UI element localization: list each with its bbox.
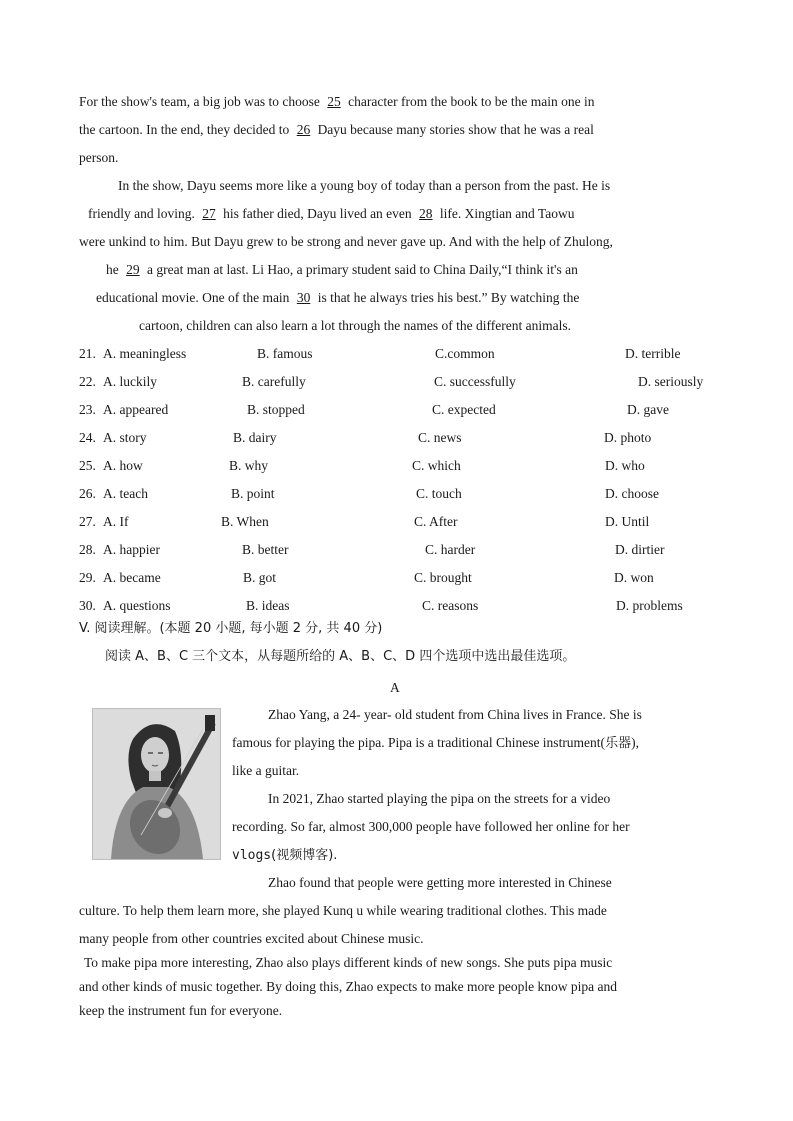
blank-30: 30 — [296, 290, 311, 305]
text: is that he always tries his best.” By watching the — [314, 290, 580, 305]
question-21 — [79, 345, 719, 363]
option-a[interactable]: A. meaningless — [103, 346, 187, 361]
blank-29: 29 — [126, 262, 140, 277]
text: character from the book to be the main one in — [344, 94, 595, 109]
question-number: 29. — [79, 570, 96, 585]
text: a great man at last. Li Hao, a primary student said to China Daily,“I think it's an — [143, 262, 578, 277]
option-c[interactable]: C. After — [414, 514, 458, 529]
text: For the show's team, a big job was to choose — [79, 94, 324, 109]
blank-28: 28 — [419, 206, 433, 221]
passage-a-line-11: and other kinds of music together. By doing this, Zhao expects to make more people know pipa and — [79, 979, 618, 994]
question-22 — [79, 373, 719, 391]
question-number: 24. — [79, 430, 96, 445]
pipa-player-photo — [92, 708, 221, 860]
blank-27: 27 — [202, 206, 216, 221]
cloze-line-3: person. — [79, 150, 119, 165]
passage-a-line-4: In 2021, Zhao started playing the pipa on the streets for a video — [268, 791, 611, 806]
option-a[interactable]: A. story — [103, 430, 147, 445]
cloze-line-8 — [96, 289, 736, 307]
cloze-line-4: In the show, Dayu seems more like a young boy of today than a person from the past. He is — [118, 178, 611, 193]
question-number: 27. — [79, 514, 96, 529]
cloze-line-6: were unkind to him. But Dayu grew to be strong and never gave up. And with the help of Zhulong, — [79, 234, 613, 249]
question-number: 26. — [79, 486, 96, 501]
question-24 — [79, 429, 719, 447]
option-a[interactable]: A. happier — [103, 542, 160, 557]
option-d[interactable]: D. choose — [605, 486, 659, 501]
text: his father died, Dayu lived an even — [219, 206, 416, 221]
option-d[interactable]: D. terrible — [625, 346, 681, 361]
option-d[interactable]: D. Until — [605, 514, 650, 529]
text: famous for playing the pipa. Pipa is a traditional Chinese instrument( — [232, 735, 606, 750]
passage-a-line-2 — [232, 734, 718, 753]
option-c[interactable]: C. harder — [425, 542, 476, 557]
option-b[interactable]: B. why — [229, 458, 269, 473]
question-number: 21. — [79, 346, 96, 361]
option-b[interactable]: B. famous — [257, 346, 313, 361]
option-b[interactable]: B. When — [221, 514, 269, 529]
text: the cartoon. In the end, they decided to — [79, 122, 293, 137]
passage-a-line-6 — [232, 846, 718, 865]
option-a[interactable]: A. appeared — [103, 402, 169, 417]
option-d[interactable]: D. seriously — [638, 374, 704, 389]
cloze-line-9: cartoon, children can also learn a lot through the names of the different animals. — [139, 318, 571, 333]
option-c[interactable]: C. which — [412, 458, 461, 473]
passage-a-line-3: like a guitar. — [232, 763, 300, 778]
text: he — [106, 262, 123, 277]
option-d[interactable]: D. gave — [627, 402, 669, 417]
option-b[interactable]: B. got — [243, 570, 277, 585]
question-number: 22. — [79, 374, 96, 389]
option-a[interactable]: A. If — [103, 514, 129, 529]
text: life. Xingtian and Taowu — [436, 206, 575, 221]
chinese-gloss: 乐器 — [605, 736, 632, 751]
option-b[interactable]: B. ideas — [246, 598, 290, 613]
question-30 — [79, 597, 719, 615]
option-b[interactable]: B. carefully — [242, 374, 306, 389]
passage-a-line-8: culture. To help them learn more, she played Kunq u while wearing traditional clothes. This made — [79, 903, 607, 918]
option-d[interactable]: D. problems — [616, 598, 683, 613]
option-c[interactable]: C. reasons — [422, 598, 479, 613]
passage-a-line-10: To make pipa more interesting, Zhao also plays different kinds of new songs. She puts pipa music — [84, 955, 613, 970]
pipa-player-illustration — [93, 709, 220, 859]
section-heading: V. 阅读理解。(本题 20 小题, 每小题 2 分, 共 40 分) — [79, 621, 383, 636]
question-29 — [79, 569, 719, 587]
text: Dayu because many stories show that he was a real — [314, 122, 594, 137]
chinese-gloss: (视频博客). — [271, 848, 338, 863]
question-number: 28. — [79, 542, 96, 557]
option-b[interactable]: B. point — [231, 486, 275, 501]
cloze-line-1 — [79, 93, 719, 111]
passage-a-line-12: keep the instrument fun for everyone. — [79, 1003, 283, 1018]
option-d[interactable]: D. dirtier — [615, 542, 665, 557]
section-instruction: 阅读 A、B、C 三个文本，从每题所给的 A、B、C、D 四个选项中选出最佳选项。 — [105, 649, 576, 664]
option-c[interactable]: C. news — [418, 430, 462, 445]
option-c[interactable]: C. successfully — [434, 374, 516, 389]
question-26 — [79, 485, 719, 503]
option-a[interactable]: A. teach — [103, 486, 148, 501]
option-c[interactable]: C.common — [435, 346, 495, 361]
option-b[interactable]: B. better — [242, 542, 289, 557]
option-d[interactable]: D. won — [614, 570, 654, 585]
passage-a-line-7: Zhao found that people were getting more interested in Chinese — [268, 875, 612, 890]
option-c[interactable]: C. expected — [432, 402, 496, 417]
blank-26: 26 — [296, 122, 311, 137]
text: ), — [631, 735, 639, 750]
option-a[interactable]: A. luckily — [103, 374, 157, 389]
cloze-line-2 — [79, 121, 719, 139]
passage-a-line-9: many people from other countries excited about Chinese music. — [79, 931, 424, 946]
option-c[interactable]: C. brought — [414, 570, 472, 585]
option-c[interactable]: C. touch — [416, 486, 462, 501]
passage-label: A — [390, 680, 400, 695]
question-27 — [79, 513, 719, 531]
option-d[interactable]: D. who — [605, 458, 645, 473]
text: educational movie. One of the main — [96, 290, 293, 305]
cloze-line-5 — [88, 205, 728, 223]
text: friendly and loving. — [88, 206, 199, 221]
passage-a-line-1: Zhao Yang, a 24- year- old student from China lives in France. She is — [268, 707, 642, 722]
cloze-line-7 — [106, 261, 746, 279]
question-number: 23. — [79, 402, 96, 417]
question-25 — [79, 457, 719, 475]
question-number: 30. — [79, 598, 96, 613]
option-d[interactable]: D. photo — [604, 430, 652, 445]
question-23 — [79, 401, 719, 419]
text: vlogs — [232, 848, 272, 863]
question-28 — [79, 541, 719, 559]
option-b[interactable]: B. stopped — [247, 402, 305, 417]
blank-25: 25 — [327, 94, 341, 109]
option-a[interactable]: A. became — [103, 570, 161, 585]
option-b[interactable]: B. dairy — [233, 430, 277, 445]
option-a[interactable]: A. how — [103, 458, 143, 473]
option-a[interactable]: A. questions — [103, 598, 171, 613]
passage-a-line-5: recording. So far, almost 300,000 people have followed her online for her — [232, 819, 630, 834]
question-number: 25. — [79, 458, 96, 473]
